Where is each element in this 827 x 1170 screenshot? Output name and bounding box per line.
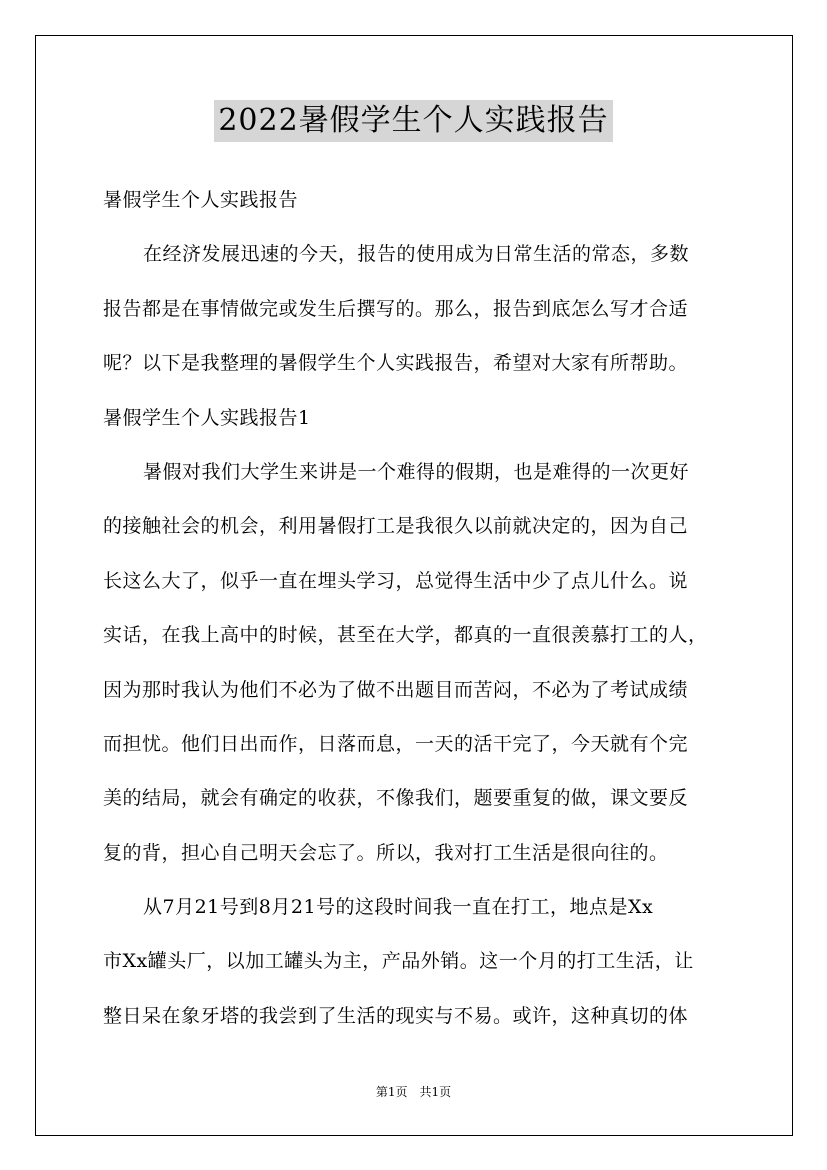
text-line: 呢？以下是我整理的暑假学生个人实践报告，希望对大家有所帮助。 [103, 352, 689, 375]
text-line: 复的背，担心自己明天会忘了。所以，我对打工生活是很向往的。 [103, 841, 669, 864]
text-line: 而担忧。他们日出而作，日落而息，一天的活干完了，今天就有个完 [103, 732, 689, 755]
text-line: 长这么大了，似乎一直在埋头学习，总觉得生活中少了点儿什么。说 [103, 569, 689, 592]
section-heading: 暑假学生个人实践报告1 [103, 406, 311, 429]
text-line: 暑假学生个人实践报告 [103, 189, 299, 211]
text-line: 的接触社会的机会，利用暑假打工是我很久以前就决定的，因为自己 [103, 515, 689, 538]
page-footer [0, 1084, 827, 1100]
text-line: 因为那时我认为他们不必为了做不出题目而苦闷，不必为了考试成绩 [103, 678, 689, 701]
document-title: 2022暑假学生个人实践报告 [214, 100, 612, 142]
document-body [103, 173, 733, 1043]
text-line: 暑假对我们大学生来讲是一个难得的假期，也是难得的一次更好 [143, 460, 690, 483]
text-line: 整日呆在象牙塔的我尝到了生活的现实与不易。或许，这种真切的体 [103, 1004, 689, 1027]
page-number-label: 第1页 共1页 [375, 1085, 452, 1099]
text-line: 实话，在我上高中的时候，甚至在大学，都真的一直很羡慕打工的人， [103, 624, 708, 647]
text-line: 在经济发展迅速的今天，报告的使用成为日常生活的常态，多数 [143, 243, 690, 266]
title-container [0, 100, 827, 142]
text-line: 报告都是在事情做完或发生后撰写的。那么，报告到底怎么写才合适 [103, 297, 689, 320]
text-line: 从7月21号到8月21号的这段时间我一直在打工，地点是Xx [143, 896, 654, 919]
text-line: 美的结局，就会有确定的收获，不像我们，题要重复的做，课文要反 [103, 787, 689, 810]
text-line: 市Xx罐头厂，以加工罐头为主，产品外销。这一个月的打工生活，让 [103, 950, 694, 973]
